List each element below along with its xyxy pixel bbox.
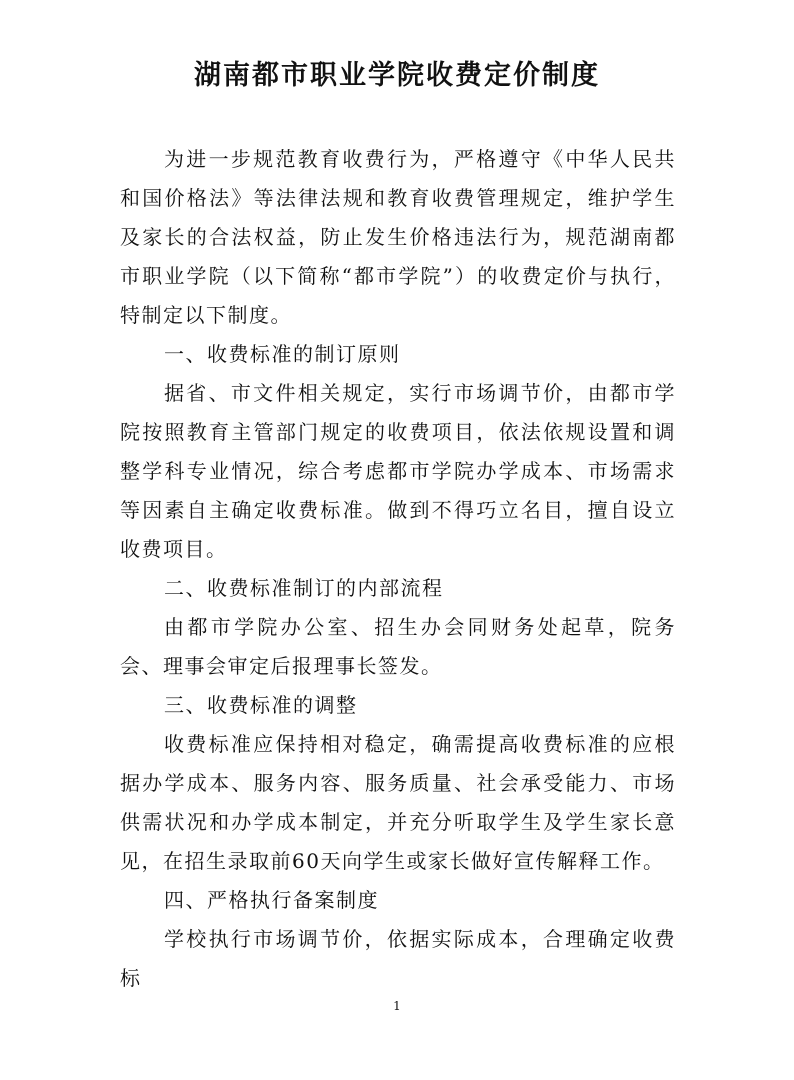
section-3-paragraph: 收费标准应保持相对稳定，确需提高收费标准的应根据办学成本、服务内容、服务质量、社会承受能力、市场供需状况和办学成本制定，并充分听取学生及学生家长意见，在招生录取前60天向学生或家长做好宣传解释工作。: [120, 732, 676, 873]
section-heading-3: 三、收费标准的调整: [164, 693, 358, 717]
section-heading-1: 一、收费标准的制订原则: [164, 342, 401, 366]
page-number: 1: [393, 999, 401, 1013]
section-2-paragraph: 由都市学院办公室、招生办会同财务处起草，院务会、理事会审定后报理事长签发。: [120, 615, 676, 678]
document-title: 湖南都市职业学院收费定价制度: [194, 60, 600, 91]
section-1-paragraph: 据省、市文件相关规定，实行市场调节价，由都市学院按照教育主管部门规定的收费项目，依法依规设置和调整学科专业情况，综合考虑都市学院办学成本、市场需求等因素自主确定收费标准。做到不得巧立名目，擅自设立收费项目。: [120, 381, 676, 561]
section-4-paragraph: 学校执行市场调节价，依据实际成本，合理确定收费标: [120, 927, 676, 990]
intro-paragraph: 为进一步规范教育收费行为，严格遵守《中华人民共和国价格法》等法律法规和教育收费管理规定，维护学生及家长的合法权益，防止发生价格违法行为，规范湖南都市职业学院（以下简称“都市学院”）的收费定价与执行，特制定以下制度。: [120, 147, 676, 327]
section-heading-4: 四、严格执行备案制度: [164, 888, 379, 912]
section-heading-2: 二、收费标准制订的内部流程: [164, 576, 444, 600]
document-body: [120, 140, 676, 998]
